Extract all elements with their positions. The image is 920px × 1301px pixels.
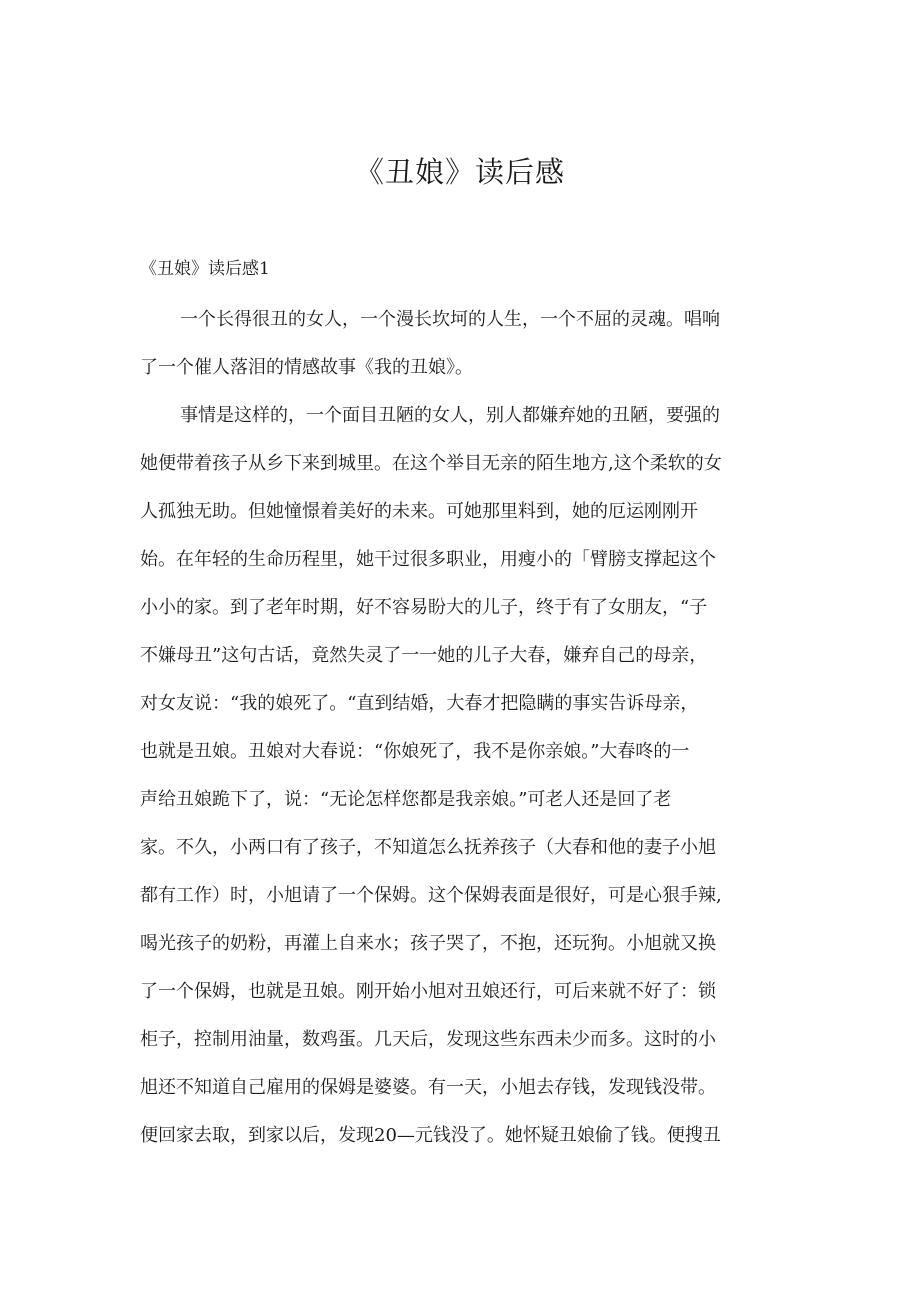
paragraph-line: 都有工作）时，小旭请了一个保姆。这个保姆表面是很好，可是心狠手辣, xyxy=(140,885,722,906)
paragraph-line: 不嫌母丑”这句古话，竟然失灵了一一她的儿子大春，嫌弃自己的母亲， xyxy=(140,645,708,666)
paragraph-2 xyxy=(140,392,800,1160)
paragraph-line: 小小的家。到了老年时期，好不容易盼大的儿子，终于有了女朋友，“子 xyxy=(140,597,708,618)
paragraph-line: 家。不久，小两口有了孩子，不知道怎么抚养孩子（大春和他的妻子小旭 xyxy=(140,837,716,858)
paragraph-line: 柜子，控制用油量，数鸡蛋。几天后，发现这些东西未少而多。这时的小 xyxy=(140,1029,716,1050)
paragraph-line: 她便带着孩子从乡下来到城里。在这个举目无亲的陌生地方,这个柔软的女 xyxy=(140,453,722,474)
paragraph-line: 始。在年轻的生命历程里，她干过很多职业，用瘦小的「臂膀支撑起这个 xyxy=(140,549,716,570)
paragraph-line: 便回家去取，到家以后，发现20—元钱没了。她怀疑丑娘偷了钱。便搜丑 xyxy=(140,1125,721,1146)
document-title: 《丑娘》读后感 xyxy=(354,155,565,189)
paragraph-line: 旭还不知道自己雇用的保姆是婆婆。有一天，小旭去存钱，发现钱没带。 xyxy=(140,1077,716,1098)
paragraph-line: 喝光孩子的奶粉，再灌上自来水；孩子哭了，不抱，还玩狗。小旭就又换 xyxy=(140,933,716,954)
paragraph-line: 了一个催人落泪的情感故事《我的丑娘》。 xyxy=(140,357,473,378)
paragraph-line: 了一个保姆，也就是丑娘。刚开始小旭对丑娘还行，可后来就不好了：锁 xyxy=(140,981,716,1002)
paragraph-line: 声给丑娘跪下了，说：“无论怎样您都是我亲娘。”可老人还是回了老 xyxy=(140,789,672,810)
paragraph-1 xyxy=(140,296,800,392)
section-heading: 《丑娘》读后感1 xyxy=(140,259,270,279)
paragraph-line: 一个长得很丑的女人，一个漫长坎坷的人生，一个不屈的灵魂。唱响 xyxy=(180,309,720,330)
paragraph-line: 也就是丑娘。丑娘对大春说：“你娘死了，我不是你亲娘。”大春咚的一 xyxy=(140,741,690,762)
paragraph-line: 人孤独无助。但她憧憬着美好的未来。可她那里料到，她的厄运刚刚开 xyxy=(140,501,698,522)
paragraph-line: 事情是这样的，一个面目丑陋的女人，别人都嫌弃她的丑陋，要强的 xyxy=(180,405,720,426)
paragraph-line: 对女友说：“我的娘死了。“直到结婚，大春才把隐瞒的事实告诉母亲， xyxy=(140,693,699,714)
